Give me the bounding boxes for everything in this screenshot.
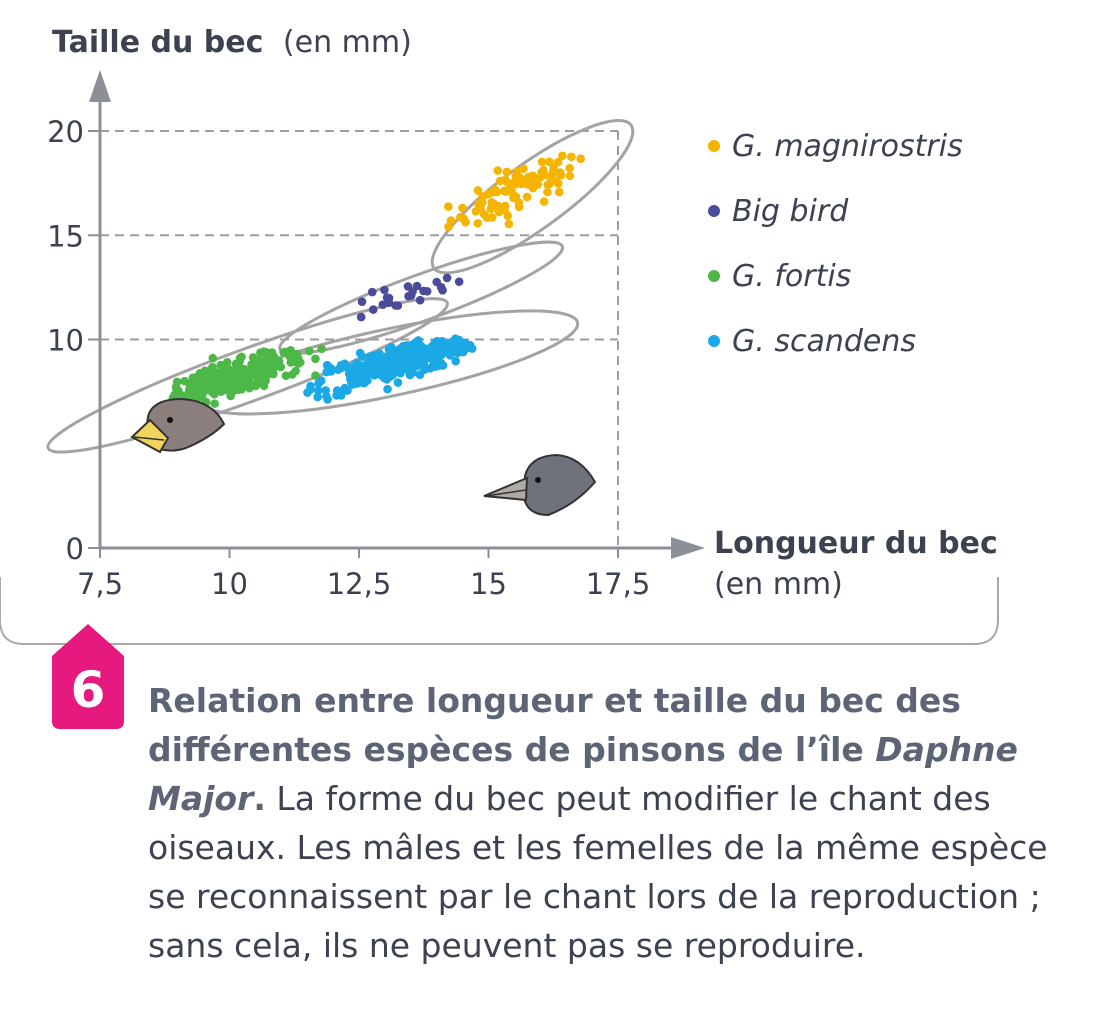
x-axis-arrow — [671, 537, 705, 559]
point-g-fortis — [260, 374, 269, 383]
point-big-bird — [368, 288, 377, 297]
legend — [708, 129, 963, 359]
point-g-fortis — [209, 354, 218, 363]
caption-title-italic: Daphne Major — [148, 730, 1018, 818]
point-g-fortis — [294, 354, 303, 363]
axes — [89, 70, 705, 559]
point-g-scandens — [358, 352, 367, 361]
point-big-bird — [380, 286, 389, 295]
point-g-magnirostris — [500, 206, 509, 215]
point-g-fortis — [173, 378, 182, 387]
point-g-magnirostris — [567, 152, 576, 161]
point-g-fortis — [317, 344, 326, 353]
point-g-scandens — [322, 392, 331, 401]
point-g-magnirostris — [458, 204, 467, 213]
point-g-fortis — [305, 347, 314, 356]
point-g-scandens — [409, 344, 418, 353]
point-g-magnirostris — [493, 166, 502, 175]
point-g-magnirostris — [483, 213, 492, 222]
figure-caption — [148, 676, 1078, 970]
point-g-scandens — [358, 363, 367, 372]
point-g-magnirostris — [534, 180, 543, 189]
point-g-scandens — [418, 351, 427, 360]
point-g-magnirostris — [555, 188, 564, 197]
point-g-scandens — [332, 391, 341, 400]
y-axis-title — [52, 25, 412, 60]
point-g-scandens — [400, 349, 409, 358]
point-g-fortis — [210, 399, 219, 408]
point-big-bird — [394, 301, 403, 310]
point-big-bird — [437, 283, 446, 292]
point-g-fortis — [255, 356, 264, 365]
point-g-scandens — [340, 359, 349, 368]
point-g-scandens — [398, 357, 407, 366]
point-g-magnirostris — [511, 192, 520, 201]
point-g-magnirostris — [505, 220, 514, 229]
point-g-scandens — [435, 361, 444, 370]
point-g-fortis — [189, 386, 198, 395]
point-g-magnirostris — [524, 173, 533, 182]
y-axis-label: Taille du bec — [52, 25, 264, 60]
point-big-bird — [357, 313, 366, 322]
point-g-fortis — [226, 380, 235, 389]
point-g-magnirostris — [444, 202, 453, 211]
point-g-magnirostris — [539, 166, 548, 175]
point-g-scandens — [429, 351, 438, 360]
caption-title-end: . — [253, 779, 266, 818]
legend-marker — [708, 335, 720, 347]
point-big-bird — [385, 294, 394, 303]
point-g-magnirostris — [447, 216, 456, 225]
y-tick-label: 20 — [47, 115, 84, 149]
point-g-magnirostris — [576, 154, 585, 163]
finch-head-large-beak-icon — [132, 399, 224, 452]
point-big-bird — [416, 296, 425, 305]
point-g-magnirostris — [473, 219, 482, 228]
point-g-magnirostris — [500, 187, 509, 196]
point-g-magnirostris — [502, 168, 511, 177]
y-tick-label: 10 — [47, 323, 84, 358]
x-tick-label: 7,5 — [76, 567, 124, 601]
caption-title: Relation entre longueur et taille du bec des différentes espèces de pinsons de l’île — [148, 681, 961, 769]
legend-marker — [708, 270, 720, 282]
point-g-fortis — [268, 348, 277, 357]
point-g-scandens — [303, 388, 312, 397]
y-tick-label: 0 — [65, 532, 84, 566]
point-g-magnirostris — [566, 172, 575, 181]
point-g-fortis — [282, 371, 291, 380]
point-big-bird — [455, 277, 464, 286]
x-axis-unit: (en mm) — [714, 567, 843, 602]
point-g-fortis — [311, 354, 320, 363]
point-g-scandens — [372, 356, 381, 365]
point-g-fortis — [282, 348, 291, 357]
point-g-fortis — [217, 361, 226, 370]
y-axis-unit: (en mm) — [282, 25, 412, 60]
point-g-magnirostris — [515, 202, 524, 211]
point-g-scandens — [323, 361, 332, 370]
caption-body: La forme du bec peut modifier le chant des oiseaux. Les mâles et les femelles de la même espèce se reconnaissent par le chant lors de la reproduction ; sans cela, ils ne peuvent pas se reproduire. — [148, 779, 1048, 965]
point-g-magnirostris — [551, 177, 560, 186]
x-axis-label: Longueur du bec — [714, 526, 998, 561]
legend-label: Big bird — [732, 194, 849, 229]
legend-marker — [708, 140, 720, 152]
point-big-bird — [379, 300, 388, 309]
point-g-magnirostris — [543, 180, 552, 189]
legend-marker — [708, 205, 720, 217]
point-g-scandens — [387, 370, 396, 379]
point-big-bird — [358, 297, 367, 306]
y-tick-label: 15 — [47, 219, 84, 254]
point-g-fortis — [237, 352, 246, 361]
point-g-scandens — [420, 365, 429, 374]
point-g-scandens — [451, 357, 460, 366]
point-g-magnirostris — [476, 204, 485, 213]
point-g-scandens — [394, 378, 403, 387]
finch-head-pointed-beak-icon — [484, 455, 595, 515]
legend-label: G. scandens — [732, 324, 916, 359]
point-big-bird — [404, 292, 413, 301]
point-big-bird — [419, 287, 428, 296]
point-g-magnirostris — [523, 193, 532, 202]
point-g-magnirostris — [543, 188, 552, 197]
point-g-fortis — [243, 366, 252, 375]
point-big-bird — [443, 274, 452, 283]
point-g-scandens — [342, 386, 351, 395]
legend-label: G. fortis — [732, 259, 852, 294]
point-g-scandens — [408, 353, 417, 362]
point-g-magnirostris — [545, 157, 554, 166]
point-g-scandens — [313, 393, 322, 402]
point-g-magnirostris — [483, 190, 492, 199]
point-g-magnirostris — [565, 164, 574, 173]
figure-number: 6 — [70, 661, 106, 719]
x-tick-label: 12,5 — [326, 567, 392, 601]
point-g-magnirostris — [503, 178, 512, 187]
point-g-magnirostris — [548, 169, 557, 178]
x-tick-label: 10 — [211, 567, 248, 601]
x-tick-label: 17,5 — [585, 567, 651, 601]
point-g-fortis — [201, 372, 210, 381]
point-g-fortis — [203, 380, 212, 389]
point-g-scandens — [383, 385, 392, 394]
x-tick-label: 15 — [470, 567, 507, 601]
point-g-fortis — [270, 361, 279, 370]
point-g-magnirostris — [511, 176, 520, 185]
point-g-fortis — [234, 385, 243, 394]
point-g-scandens — [379, 358, 388, 367]
y-axis-arrow — [89, 70, 111, 102]
point-big-bird — [404, 282, 413, 291]
point-g-scandens — [334, 365, 343, 374]
point-g-scandens — [317, 376, 326, 385]
point-g-magnirostris — [540, 197, 549, 206]
point-g-scandens — [462, 344, 471, 353]
point-g-fortis — [226, 372, 235, 381]
point-g-scandens — [455, 336, 464, 345]
point-big-bird — [369, 305, 378, 314]
point-g-magnirostris — [461, 218, 470, 227]
point-g-fortis — [174, 386, 183, 395]
point-g-magnirostris — [513, 167, 522, 176]
point-g-magnirostris — [496, 177, 505, 186]
point-g-fortis — [242, 382, 251, 391]
legend-label: G. magnirostris — [732, 129, 963, 164]
